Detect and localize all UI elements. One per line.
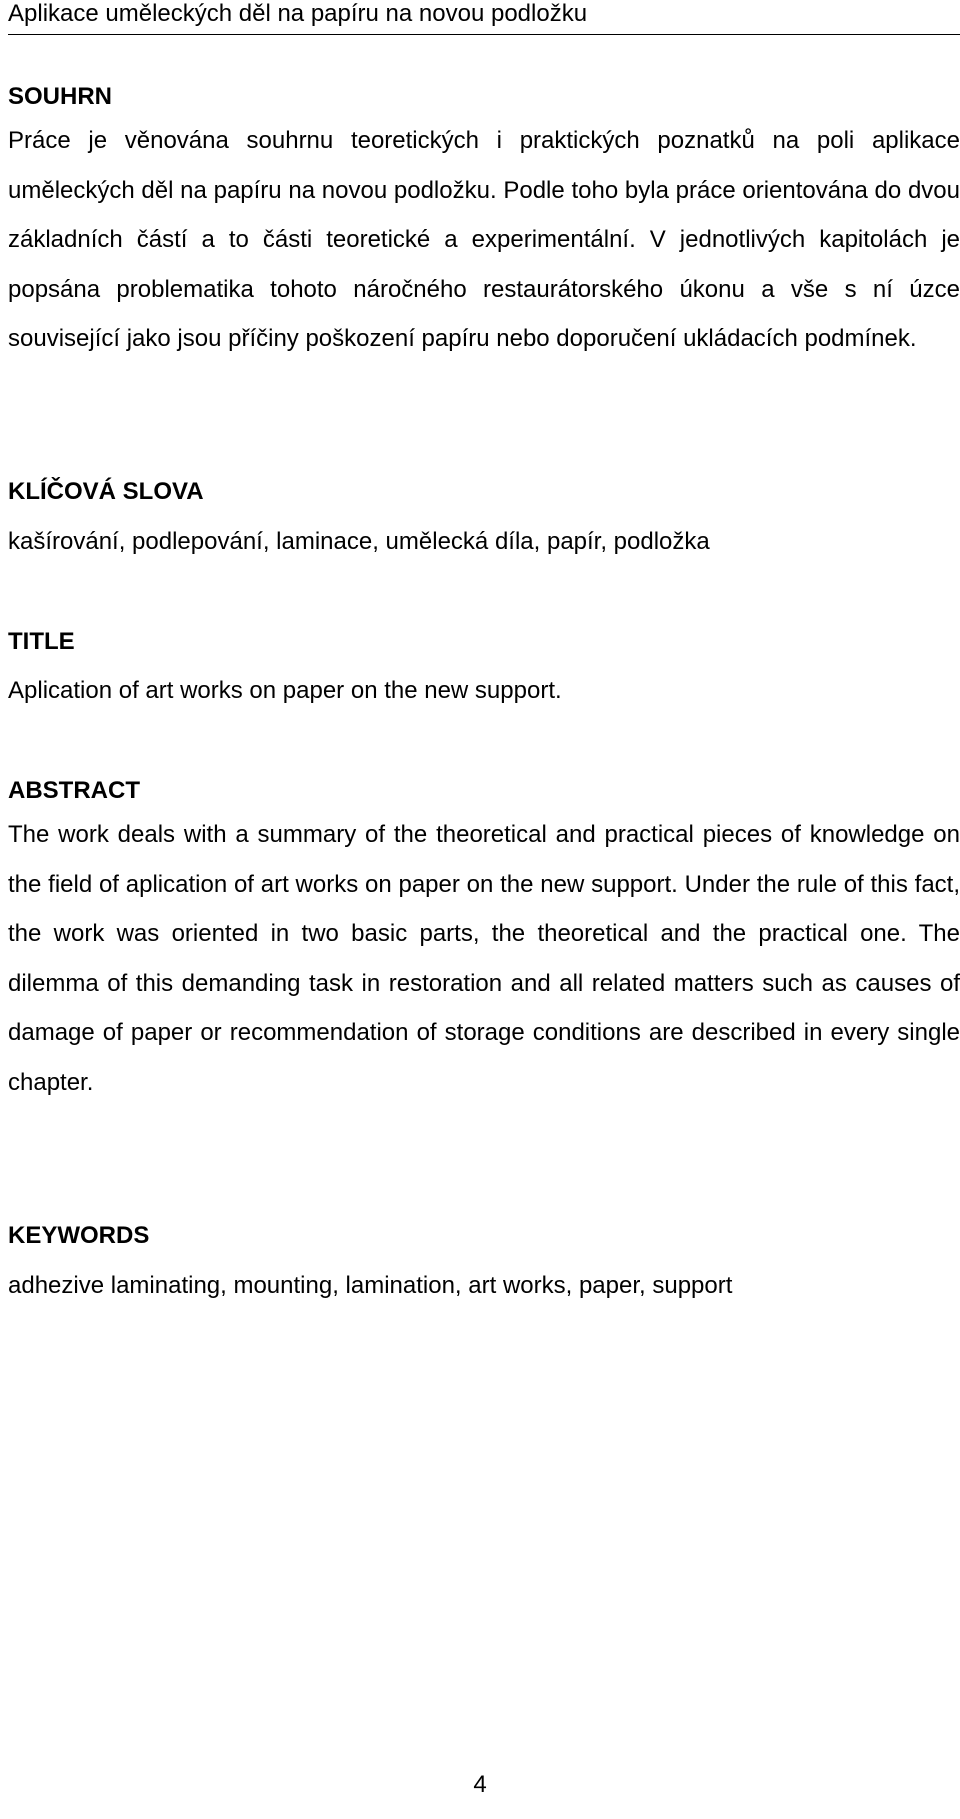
running-header: Aplikace uměleckých děl na papíru na novou podložku bbox=[8, 0, 588, 27]
abstract-section bbox=[8, 776, 960, 1107]
souhrn-section bbox=[8, 82, 960, 364]
title-section bbox=[8, 627, 960, 706]
klicova-slova-text: kašírování, podlepování, laminace, umělecká díla, papír, podložka bbox=[8, 528, 710, 555]
abstract-paragraph: The work deals with a summary of the theoretical and practical pieces of knowledge on the field of aplication of art works on paper on the new support. Under the rule of this fact, the work was oriented in two basic parts, the theoretical and the practical one. The dilemma of this demanding task in restoration and all related matters such as causes of damage of paper or recommendation of storage conditions are described in every single chapter. bbox=[8, 821, 960, 1096]
abstract-heading: ABSTRACT bbox=[8, 777, 140, 804]
title-text: Aplication of art works on paper on the new support. bbox=[8, 677, 562, 704]
souhrn-heading: SOUHRN bbox=[8, 83, 113, 110]
klicova-slova-section bbox=[8, 477, 960, 557]
souhrn-paragraph: Práce je věnována souhrnu teoretických i praktických poznatků na poli aplikace uměleckých děl na papíru na novou podložku. Podle toho byla práce orientována do dvou základních částí a to části teoretické a experimentální. V jednotlivých kapitolách je popsána problematika tohoto náročného restaurátorského úkonu a vše s ní úzce související jako jsou příčiny poškození papíru nebo doporučení ukládacích podmínek. bbox=[8, 127, 960, 352]
keywords-section bbox=[8, 1221, 960, 1301]
header-divider bbox=[8, 34, 960, 35]
klicova-slova-heading: KLÍČOVÁ SLOVA bbox=[8, 478, 204, 505]
keywords-text: adhezive laminating, mounting, lamination, art works, paper, support bbox=[8, 1272, 733, 1299]
keywords-heading: KEYWORDS bbox=[8, 1222, 150, 1249]
page-number: 4 bbox=[473, 1771, 487, 1798]
title-heading: TITLE bbox=[8, 628, 75, 655]
